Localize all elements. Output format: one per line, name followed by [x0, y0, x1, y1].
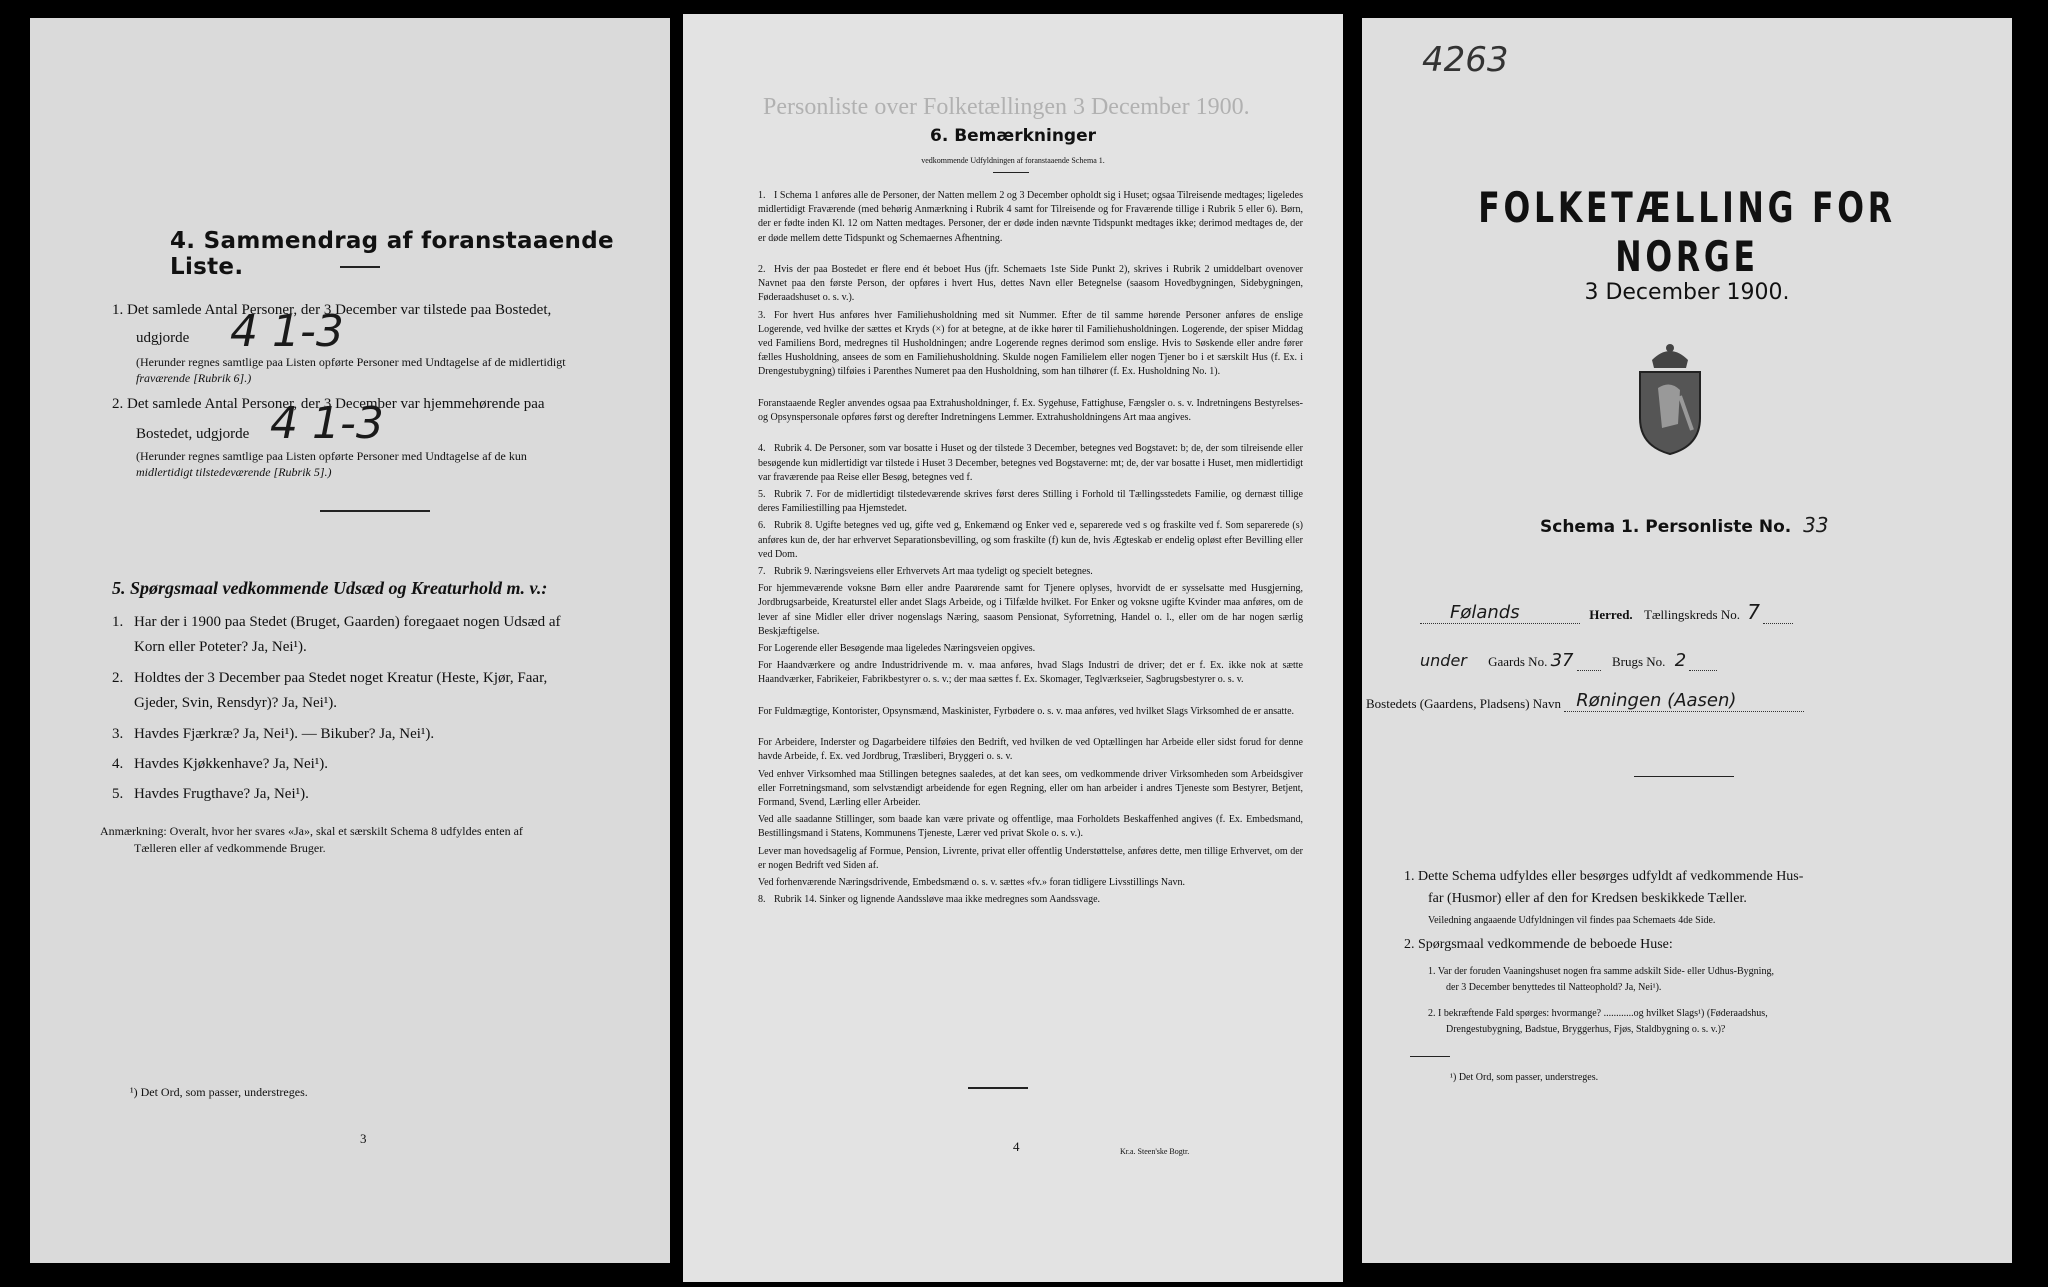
remark-number: 4.: [758, 443, 766, 455]
q2-text: Holdtes der 3 December paa Stedet noget Kreatur (Heste, Kjør, Faar,: [134, 670, 548, 686]
divider: [1410, 1056, 1450, 1057]
divider: [1634, 776, 1734, 777]
printer-mark: Kr.a. Steen'ske Bogtr.: [1120, 1147, 1190, 1156]
section5-q2-line2: Gjeder, Svin, Rensdyr)? Ja, Nei¹).: [134, 695, 338, 711]
instruction2-q2-line2: Drengestubygning, Badstue, Bryggerhus, Fjøs, Staldbygning o. s. v.)?: [1446, 1024, 1726, 1035]
section4-item1-note2: fraværende [Rubrik 6].): [136, 371, 252, 385]
remark-item: [758, 488, 1303, 516]
right-page: [1362, 18, 2012, 1263]
section5-title: 5. Spørgsmaal vedkommende Udsæd og Kreaturhold m. v.:: [112, 578, 548, 598]
instruction1-note: Veiledning angaaende Udfyldningen vil findes paa Schemaets 4de Side.: [1428, 915, 1716, 926]
q3-text: Havdes Fjærkræ? Ja, Nei¹). — Bikuber? Ja, Nei¹).: [134, 726, 435, 742]
section4-item2-handwriting: 4 1-3: [270, 398, 384, 449]
kreds-value: 7: [1747, 600, 1760, 624]
remark-text: Ved forhenværende Næringsdrivende, Embedsmænd o. s. v. sættes «fv.» foran tidligere Livsstillings Navn.: [758, 877, 1185, 888]
section6-subtitle: vedkommende Udfyldningen af foranstaaende Schema 1.: [921, 156, 1105, 165]
remark-item: [758, 768, 1303, 811]
bosted-field: [1564, 690, 1804, 712]
census-title: FOLKETÆLLING FOR NORGE: [1478, 183, 1896, 281]
left-page: [30, 18, 670, 1263]
remark-text: Rubrik 7. For de midlertidigt tilstedeværende skrives først deres Stilling i Forhold til Tællingsstedets Familie, og dernæst tillige deres Familiestilling paa Hjemstedet.: [758, 489, 1303, 515]
remark-number: 3.: [758, 309, 766, 321]
section4-item1-handwriting: 4 1-3: [230, 306, 344, 357]
instruction2: 2. Spørgsmaal vedkommende de beboede Huse:: [1404, 937, 1673, 952]
section4-item2-line1: 2. Det samlede Antal Personer, der 3 December var hjemmehørende paa: [112, 396, 545, 412]
bosted-value: Røningen (Aasen): [1576, 690, 1737, 711]
section5-q2-line1: 2. Holdtes der 3 December paa Stedet noget Kreatur (Heste, Kjør, Faar,: [112, 670, 548, 686]
bosted-line: [1366, 690, 1804, 712]
herred-line: [1420, 600, 1793, 624]
section4-item2-note1: (Herunder regnes samtlige paa Listen opførte Personer med Undtagelse af de kun: [136, 449, 527, 463]
remark-item: [758, 309, 1303, 380]
bleed-through-text: Personliste over Folketællingen 3 December 1900.: [763, 94, 1250, 120]
remark-item: [758, 845, 1303, 873]
bosted-label: Bostedets (Gaardens, Pladsens) Navn: [1366, 696, 1561, 711]
section4-item2-line2: Bostedet, udgjorde: [136, 426, 250, 442]
schema-number: 33: [1803, 513, 1829, 537]
remark-item: [758, 642, 1303, 656]
remark-item: [758, 442, 1303, 485]
remark-text: Foranstaaende Regler anvendes ogsaa paa Extrahusholdninger, f. Ex. Sygehuse, Fattighuse, Fængsler o. s. v. Indretningens Bestyrelses- og Opsynspersonale opføres først og derefter Indretningens Lemmer. Extrahusholdningens Art maa angives.: [758, 397, 1303, 423]
remark-text: I Schema 1 anføres alle de Personer, der Natten mellem 2 og 3 December opholdt sig i Huset; ogsaa Tilreisende medtages; ligeledes midlertidigt Fraværende (med behørig Anmærkning i Rubrik 4 samt for Tilreisende og for Fraværende tillige i Rubrik 5 eller 6). Børn, der er fødte inden Kl. 12 om Natten medtages. Personer, der er døde inden nævnte Tidspunkt medtages ikke; derimod medtages de, der er døde mellem dette Tidspunkt og Schemaernes Afhentning.: [758, 190, 1303, 244]
section6-title: 6. Bemærkninger: [929, 126, 1097, 146]
remark-item: [758, 893, 1303, 907]
divider: [320, 510, 430, 512]
remark-item: [758, 519, 1303, 562]
divider: [340, 266, 380, 268]
divider: [968, 1087, 1028, 1089]
section4-title: 4. Sammendrag af foranstaaende Liste.: [170, 228, 614, 280]
section5-q5: 5. Havdes Frugthave? Ja, Nei¹).: [112, 786, 309, 802]
divider: [993, 172, 1029, 173]
remark-item: [758, 263, 1303, 306]
remark-item: [758, 189, 1303, 246]
right-footnote: ¹) Det Ord, som passer, understreges.: [1450, 1072, 1599, 1083]
remark-number: 5.: [758, 489, 766, 500]
middle-page: [683, 14, 1343, 1282]
schema-label: Schema 1. Personliste No.: [1540, 517, 1792, 537]
brugs-value: 2: [1674, 650, 1687, 671]
gaard-prefix: under: [1420, 651, 1467, 670]
remark-text: Rubrik 14. Sinker og lignende Aandssløve maa ikke medregnes som Aandssvage.: [774, 894, 1101, 906]
remark-text: Ved enhver Virksomhed maa Stillingen betegnes saaledes, at det kan sees, om vedkommende driver Virksomheden som Arbeidsgiver eller Forretningsmand, som selvstændigt arbeidende for egen Regning, eller om han arbeider i andres Tjeneste som Bestyrer, Betjent, Formand, Svend, Lærling eller Arbeider.: [758, 768, 1303, 808]
section5-remark-line2: Tælleren eller af vedkommende Bruger.: [134, 841, 326, 855]
coat-of-arms-icon: [1630, 338, 1710, 458]
gaard-field: [1577, 655, 1601, 671]
remark-number: 1.: [758, 190, 766, 201]
remark-text: For Logerende eller Besøgende maa ligeledes Næringsveien opgives.: [758, 643, 1036, 654]
remark-text: Rubrik 9. Næringsveiens eller Erhvervets Art maa tydeligt og specielt betegnes.: [774, 566, 1093, 577]
remark-item: [758, 705, 1303, 719]
remark-item: [758, 565, 1303, 579]
section4-item1-note1: (Herunder regnes samtlige paa Listen opførte Personer med Undtagelse af de midlertidigt: [136, 355, 566, 369]
left-footnote: ¹) Det Ord, som passer, understreges.: [130, 1085, 308, 1099]
kreds-label: Tællingskreds No.: [1643, 607, 1740, 622]
herred-field: [1420, 602, 1580, 624]
remark-item: [758, 582, 1303, 639]
instruction1-line1: 1. Dette Schema udfyldes eller besørges udfyldt af vedkommende Hus-: [1404, 869, 1804, 884]
remark-text: For Haandværkere og andre Industridrivende m. v. maa anføres, hvad Slags Industri de driver; det er f. Ex. ikke nok at sætte Haandværker, Fabrikeier, Fabrikbestyrer o. s. v.; der maa sættes f. Ex. Skomager, Teglværkseier, Sagbrugsbestyrer o. s. v.: [758, 660, 1303, 686]
section5-q4: 4. Havdes Kjøkkenhave? Ja, Nei¹).: [112, 756, 329, 772]
remark-text: For hjemmeværende voksne Børn eller andre Paarørende samt for Tjenere oplyses, hvorvidt de er sysselsatte med Husgjerning, Jordbrugsarbeide, Kreaturstel eller andet Slags Arbeide, og i Tilfælde hvilket. For Enker og voksne ugifte Kvinder maa anføres, om de lever af sine Midler eller driver nogenslags Næring, saasom Pensionat, Syforretning, Handel o. l., eller om de har nogen særlig Beskjæftigelse.: [758, 583, 1303, 637]
section5-remark-line1: Anmærkning: Overalt, hvor her svares «Ja», skal et særskilt Schema 8 udfyldes enten af: [100, 824, 523, 838]
instruction2-q1-line2: der 3 December benyttedes til Natteophold? Ja, Nei¹).: [1446, 982, 1662, 993]
section4-item2-note2: midlertidigt tilstedeværende [Rubrik 5].): [136, 465, 332, 479]
remark-item: [758, 397, 1303, 425]
remark-text: Ved alle saadanne Stillinger, som baade kan være private og offentlige, maa Forholdets Beskaffenhed angives (f. Ex. Embedsmand, Bestillingsmand i Statens, Kommunens Tjeneste, Lærer ved privat Skole o. s. v.).: [758, 814, 1303, 840]
remark-text: Lever man hovedsagelig af Formue, Pension, Livrente, privat eller offentlig Understøttelse, anføres dette, men tillige Erhvervet, om der er nogen Bedrift ved Siden af.: [758, 845, 1303, 871]
remark-number: 6.: [758, 520, 766, 532]
section5-q1-line1: 1. Har der i 1900 paa Stedet (Bruget, Gaarden) foregaaet nogen Udsæd af: [112, 614, 561, 630]
section4-item1-line1: 1. Det samlede Antal Personer, der 3 December var tilstede paa Bostedet,: [112, 302, 552, 318]
middle-page-number: 4: [1013, 1139, 1020, 1154]
herred-value: Følands: [1450, 602, 1520, 623]
remark-number: 7.: [758, 566, 766, 577]
brugs-label: Brugs No.: [1611, 654, 1666, 669]
section5-q1-line2: Korn eller Poteter? Ja, Nei¹).: [134, 639, 307, 655]
gaard-line: [1420, 650, 1717, 671]
q5-text: Havdes Frugthave? Ja, Nei¹).: [134, 786, 309, 802]
archive-number: 4263: [1422, 40, 1509, 80]
remark-number: 2.: [758, 264, 766, 275]
remark-item: [758, 813, 1303, 841]
remark-item: [758, 736, 1303, 764]
remark-text: For Fuldmægtige, Kontorister, Opsynsmænd, Maskinister, Fyrbødere o. s. v. maa anføres, ved hvilket Slags Virksomhed de er ansatte.: [758, 705, 1295, 717]
remark-text: Rubrik 8. Ugifte betegnes ved ug, gifte ved g, Enkemænd og Enker ved e, separerede ved s og fraskilte ved f. Som separerede (s) anføres kun de, der har erhvervet Separationsbevilling, og som fraskilte (f) kun de, hvis Ægteskab er endelig opløst efter Bevilling eller ved Dom.: [758, 520, 1303, 560]
q4-text: Havdes Kjøkkenhave? Ja, Nei¹).: [134, 756, 329, 772]
instruction2-q1-line1: 1. Var der foruden Vaaningshuset nogen fra samme adskilt Side- eller Udhus-Bygning,: [1428, 966, 1774, 977]
remark-text: Hvis der paa Bostedet er flere end ét beboet Hus (jfr. Schemaets 1ste Side Punkt 2), skrives i Rubrik 2 umiddelbart ovenover Navnet paa den første Person, der opføres i hvert Hus, dettes Navn eller Betegnelse (saasom Hovedbygningen, Sidebygningen, Føderaadshuset o. s. v.).: [758, 264, 1303, 304]
schema-label-group: [1540, 513, 1829, 537]
q1-text: Har der i 1900 paa Stedet (Bruget, Gaarden) foregaaet nogen Udsæd af: [134, 614, 561, 630]
left-page-number: 3: [360, 1131, 367, 1146]
remark-number: 8.: [758, 894, 766, 906]
remark-item: [758, 876, 1303, 890]
instruction2-q2-line1: 2. I bekræftende Fald spørges: hvormange? ............og hvilket Slags¹) (Føderaadshus,: [1428, 1008, 1768, 1019]
instruction1-line2: far (Husmor) eller af den for Kredsen beskikkede Tæller.: [1428, 891, 1747, 906]
brugs-field: [1689, 655, 1717, 671]
remark-item: [758, 659, 1303, 687]
remark-text: For Arbeidere, Inderster og Dagarbeidere tilføies den Bedrift, ved hvilken de ved Optællingen har Arbeide eller sidst forud for denne havde Arbeide, f. Ex. ved Jordbrug, Træsliberi, Bryggeri o. s. v.: [758, 737, 1303, 763]
remark-text: Rubrik 4. De Personer, som var bosatte i Huset og der tilstede 3 December, betegnes ved Bogstavet: b; de, der som tilreisende eller besøgende kun midlertidigt var tilstede i Huset 3 December, betegnes ved Bogstaverne: mt; de, der var bosatte i Huset, men midlertidigt var fraværende paa Reise eller Besøg, betegnes ved f.: [758, 443, 1303, 483]
herred-label: Herred.: [1589, 607, 1633, 622]
kreds-field: [1763, 608, 1793, 624]
section4-item1-line2: udgjorde: [136, 330, 190, 346]
section5-q3: 3. Havdes Fjærkræ? Ja, Nei¹). — Bikuber? Ja, Nei¹).: [112, 726, 435, 742]
census-date: 3 December 1900.: [1584, 280, 1790, 305]
gaard-label: Gaards No.: [1488, 654, 1548, 669]
remark-text: For hvert Hus anføres hver Familiehusholdning med sit Nummer. Efter de til samme hørende Personer anføres de enslige Logerende, ved hvilke der sættes et Kryds (×) for at betegne, at de ikke hører til Familiehusholdningen. Logerende, der spiser Middag ved Familiens Bord, medregnes til Husholdningen; andre Logerende regnes derimod som enslige. Hvis to Søskende eller andre fører fælles Husholdning, ansees de som en Familiehusholdning. Skulde nogen Familielem eller nogen Tjener bo i et særskilt Hus (f. Ex. i Drengestubygning) tilføies i Parenthes Numeret paa den Husholdning, som han tilhører (f. Ex. Husholdning No. 1).: [758, 309, 1303, 378]
gaard-value: 37: [1550, 650, 1574, 671]
